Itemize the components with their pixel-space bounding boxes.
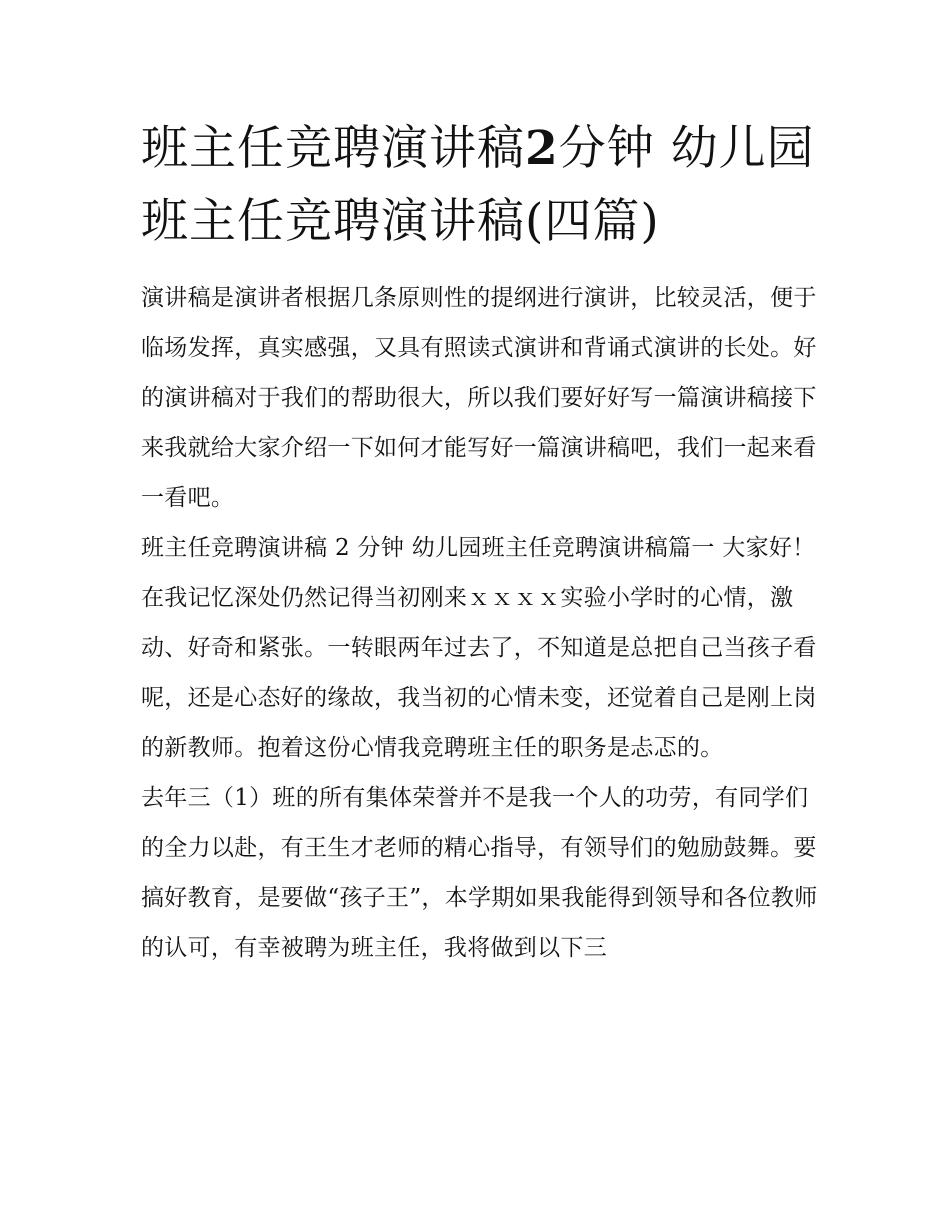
section-heading-paragraph: 班主任竞聘演讲稿 2 分钟 幼儿园班主任竞聘演讲稿篇一 大家好！ <box>141 535 816 561</box>
intro-paragraph: 演讲稿是演讲者根据几条原则性的提纲进行演讲，比较灵活，便于临场发挥，真实感强，又具有照读式演讲和背诵式演讲的长处。好的演讲稿对于我们的帮助很大，所以我们要好好写一篇演讲稿接下来我就给大家介绍一下如何才能写好一篇演讲稿吧，我们一起来看一看吧。 <box>141 285 817 511</box>
title-number: 2 <box>525 121 559 176</box>
title-text-part1: 班主任竞聘演讲稿 <box>141 121 525 176</box>
body-paragraph-memory: 在我记忆深处仍然记得当初刚来ｘｘｘｘ实验小学时的心情，激动、好奇和紧张。一转眼两年过去了，不知道是总把自己当孩子看呢，还是心态好的缘故，我当初的心情未变，还觉着自己是刚上岗的新教师。抱着这份心情我竞聘班主任的职务是忐忑的。 <box>141 585 817 761</box>
title-text-part2: 分钟 幼儿园班主任竞聘演讲稿(四篇) <box>141 121 815 249</box>
document-title <box>141 112 821 258</box>
document-page <box>141 112 821 973</box>
body-paragraph-last-year: 去年三（1）班的所有集体荣誉并不是我一个人的功劳，有同学们的全力以赴，有王生才老师的精心指导，有领导们的勉励鼓舞。要搞好教育，是要做“孩子王”，本学期如果我能得到领导和各位教师的认可，有幸被聘为班主任，我将做到以下三 <box>141 785 818 961</box>
